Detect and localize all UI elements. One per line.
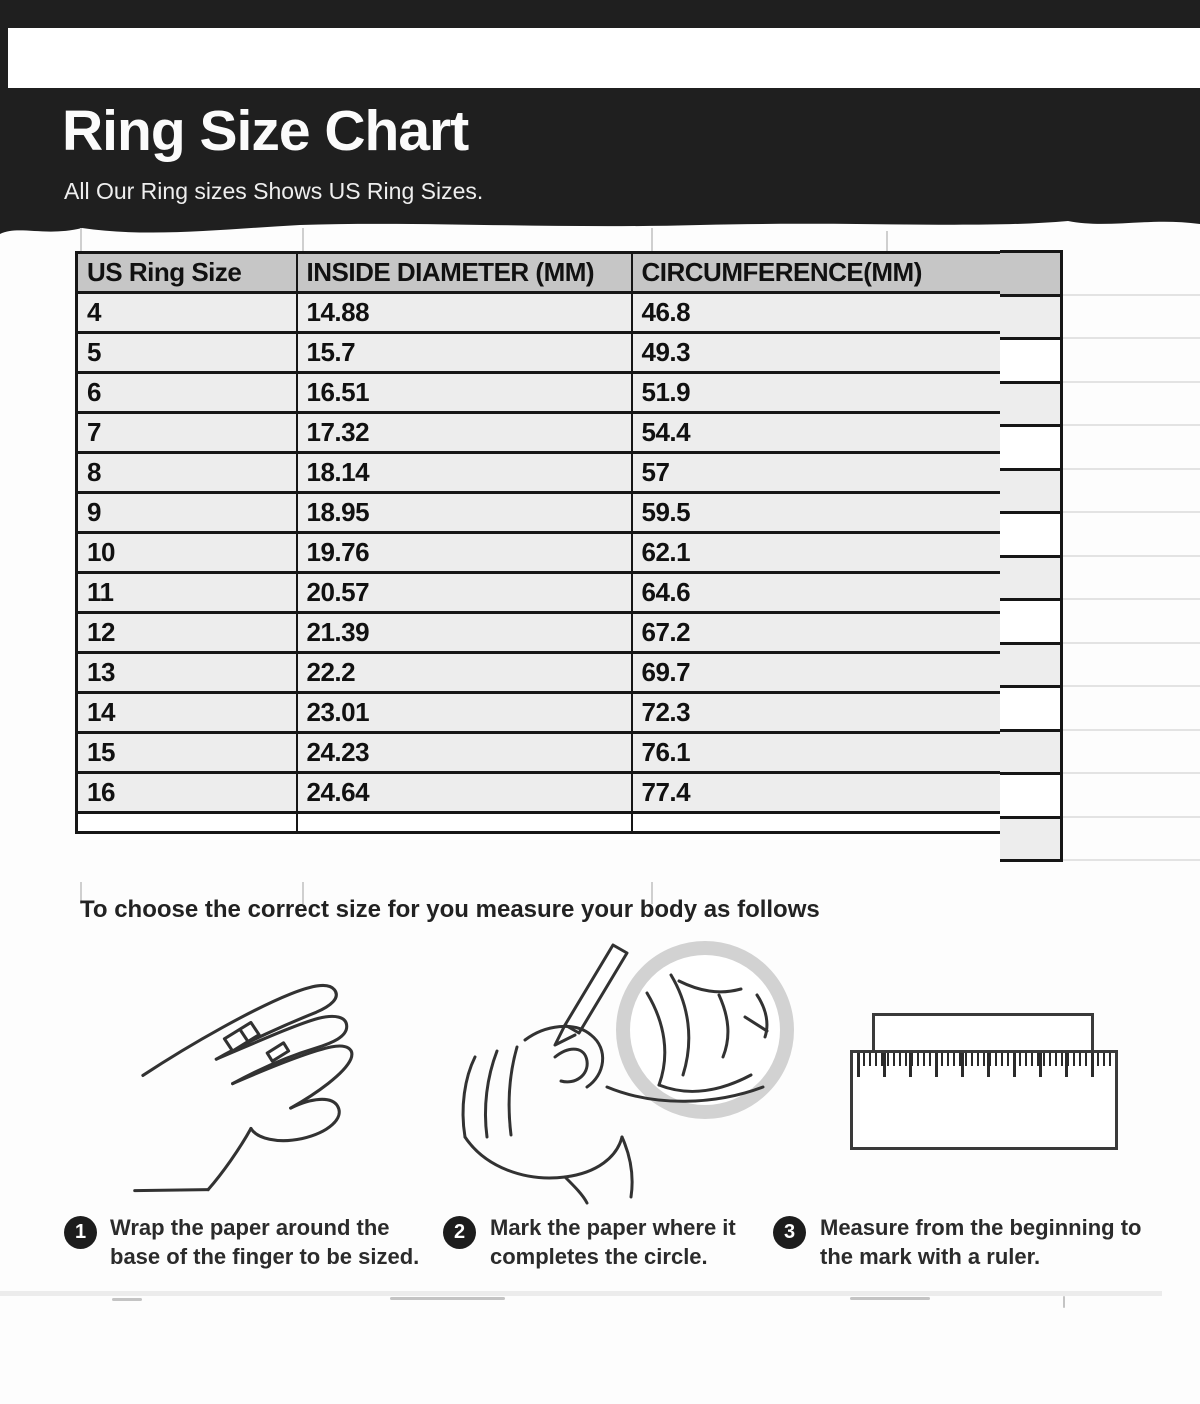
table-row (77, 533, 1004, 573)
table-cell: 19.76 (297, 533, 632, 573)
ring-table-body (77, 293, 1004, 833)
table-row (77, 693, 1004, 733)
table-cell: 18.14 (297, 453, 632, 493)
ghost-cell (1000, 297, 1063, 341)
table-cell: 18.95 (297, 493, 632, 533)
table-cell: 21.39 (297, 613, 632, 653)
ghost-row-line (1063, 555, 1200, 557)
table-row (77, 573, 1004, 613)
ghost-row-line (1063, 598, 1200, 600)
table-cell: 15 (77, 733, 297, 773)
ghost-cell (1000, 514, 1063, 558)
ghost-cell (1000, 558, 1063, 602)
ring-size-table (75, 251, 1005, 834)
ghost-gridline (80, 228, 82, 251)
table-cell: 10 (77, 533, 297, 573)
ghost-cell (1000, 427, 1063, 471)
step-2-text: Mark the paper where it completes the circle. (490, 1215, 736, 1269)
ghost-row-line (1063, 729, 1200, 731)
ghost-cell (1000, 471, 1063, 515)
ruler-illustration (840, 1005, 1130, 1155)
ghost-spreadsheet-column (1000, 250, 1063, 862)
column-header-us-ring-size: US Ring Size (77, 253, 297, 293)
table-cell: 7 (77, 413, 297, 453)
page-subtitle: All Our Ring sizes Shows US Ring Sizes. (64, 178, 484, 204)
table-cell: 54.4 (632, 413, 1004, 453)
column-header-inside-diameter: INSIDE DIAMETER (MM) (297, 253, 632, 293)
step-1-badge (64, 1216, 97, 1249)
table-row (77, 613, 1004, 653)
ghost-row-line (1063, 468, 1200, 470)
empty-table-row (77, 813, 1004, 833)
table-header-row (77, 253, 1004, 293)
table-cell: 24.23 (297, 733, 632, 773)
table-row (77, 373, 1004, 413)
page-title: Ring Size Chart (62, 99, 469, 163)
table-cell: 14.88 (297, 293, 632, 333)
ghost-cell (1000, 253, 1063, 297)
ghost-row-line (1063, 381, 1200, 383)
table-cell: 49.3 (632, 333, 1004, 373)
table-row (77, 453, 1004, 493)
left-edge-notch (0, 28, 8, 88)
ghost-row-line (1063, 772, 1200, 774)
table-cell: 69.7 (632, 653, 1004, 693)
table-cell: 62.1 (632, 533, 1004, 573)
table-row (77, 333, 1004, 373)
table-row (77, 733, 1004, 773)
table-cell: 57 (632, 453, 1004, 493)
table-cell: 11 (77, 573, 297, 613)
table-cell: 16 (77, 773, 297, 813)
ghost-cell (1000, 819, 1063, 863)
table-row (77, 293, 1004, 333)
ghost-cell (1000, 340, 1063, 384)
table-cell: 4 (77, 293, 297, 333)
table-cell: 16.51 (297, 373, 632, 413)
ghost-row-line (1063, 859, 1200, 861)
table-row (77, 653, 1004, 693)
table-row (77, 493, 1004, 533)
step-3-text: Measure from the beginning to the mark with a ruler. (820, 1215, 1142, 1269)
table-cell: 77.4 (632, 773, 1004, 813)
table-cell: 72.3 (632, 693, 1004, 733)
step-2-number: 2 (453, 1221, 466, 1243)
top-black-bar (0, 0, 1200, 28)
ghost-row-line (1063, 424, 1200, 426)
table-cell: 46.8 (632, 293, 1004, 333)
step-3-number: 3 (783, 1221, 796, 1243)
table-cell: 67.2 (632, 613, 1004, 653)
step-3-badge (773, 1216, 806, 1249)
ghost-cell (1000, 645, 1063, 689)
column-header-circumference: CIRCUMFERENCE(MM) (632, 253, 1004, 293)
ghost-row-line (1063, 511, 1200, 513)
table-cell: 76.1 (632, 733, 1004, 773)
ghost-cell (1000, 732, 1063, 776)
table-cell: 5 (77, 333, 297, 373)
ghost-cell (1000, 601, 1063, 645)
table-cell (297, 813, 632, 833)
step-2-badge (443, 1216, 476, 1249)
measuring-intro-text: To choose the correct size for you measure your body as follows (80, 896, 820, 923)
ghost-gridline (651, 228, 653, 251)
table-cell (77, 813, 297, 833)
table-cell: 14 (77, 693, 297, 733)
table-cell: 6 (77, 373, 297, 413)
table-cell: 20.57 (297, 573, 632, 613)
ghost-lines (1063, 250, 1200, 880)
ghost-cell (1000, 775, 1063, 819)
scan-speck (390, 1297, 505, 1300)
header-curl-edge (0, 214, 1200, 240)
table-cell (632, 813, 1004, 833)
table-cell: 13 (77, 653, 297, 693)
table-cell: 59.5 (632, 493, 1004, 533)
ghost-row-line (1063, 816, 1200, 818)
table-cell: 24.64 (297, 773, 632, 813)
top-white-gap (8, 28, 1200, 88)
table-cell: 17.32 (297, 413, 632, 453)
ghost-cell (1000, 384, 1063, 428)
ghost-cell (1000, 688, 1063, 732)
ghost-gridline (302, 228, 304, 251)
table-cell: 9 (77, 493, 297, 533)
table-cell: 15.7 (297, 333, 632, 373)
ghost-row-line (1063, 685, 1200, 687)
ruler (850, 1050, 1118, 1150)
scan-smudge (0, 1291, 1162, 1296)
step-1-number: 1 (74, 1221, 87, 1243)
paper-strip (872, 1013, 1094, 1055)
ghost-row-line (1063, 294, 1200, 296)
scan-speck (112, 1298, 142, 1301)
table-cell: 23.01 (297, 693, 632, 733)
hand-with-paper-strip-illustration (95, 945, 415, 1210)
scan-speck (1063, 1296, 1065, 1308)
table-cell: 64.6 (632, 573, 1004, 613)
ghost-row-line (1063, 337, 1200, 339)
hand-marking-paper-illustration (415, 935, 805, 1210)
ghost-gridline (886, 231, 888, 251)
table-cell: 12 (77, 613, 297, 653)
table-row (77, 773, 1004, 813)
ruler-tick-marks (857, 1053, 1111, 1079)
scan-speck (850, 1297, 930, 1300)
table-row (77, 413, 1004, 453)
ghost-row-line (1063, 642, 1200, 644)
table-cell: 22.2 (297, 653, 632, 693)
table-cell: 8 (77, 453, 297, 493)
table-cell: 51.9 (632, 373, 1004, 413)
step-1-text: Wrap the paper around the base of the finger to be sized. (110, 1215, 420, 1269)
